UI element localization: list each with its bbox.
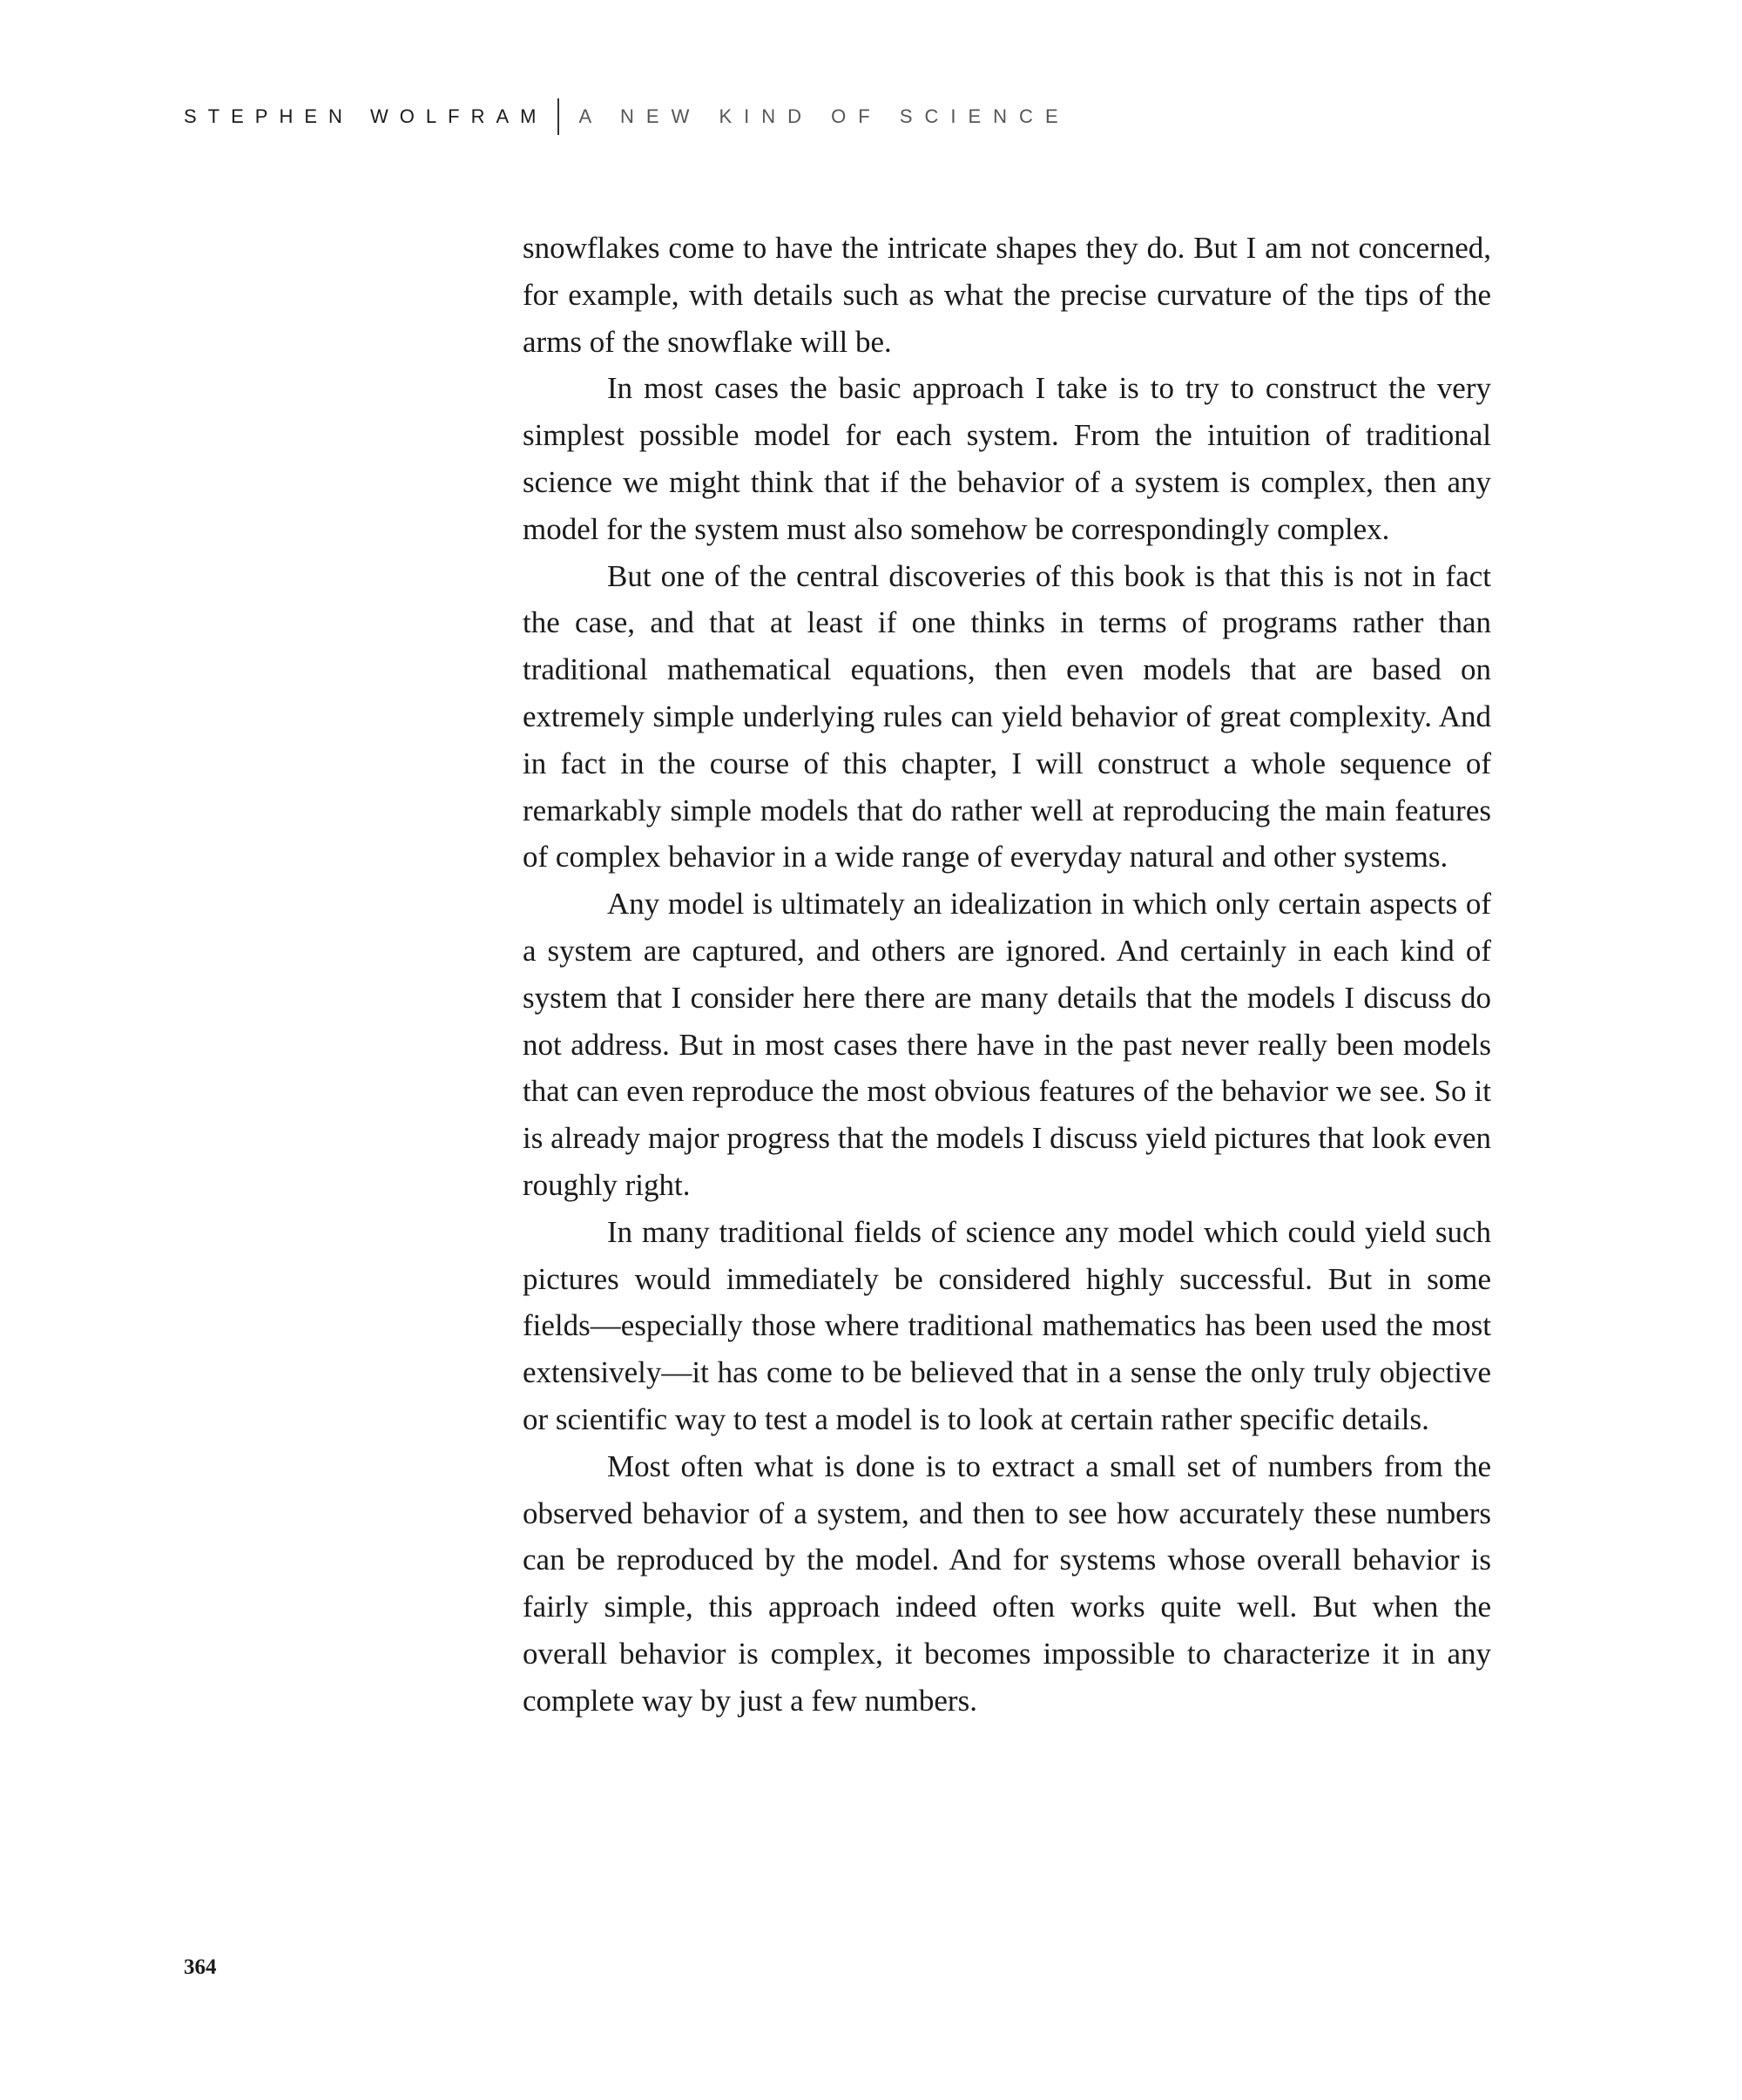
paragraph: snowflakes come to have the intricate shapes they do. But I am not concerned, for example, with details such as what the precise curvature of the tips of the arms of the snowflake will be. — [523, 231, 1491, 359]
header-book-title: A NEW KIND OF SCIENCE — [578, 105, 1070, 127]
paragraph: Most often what is done is to extract a small set of numbers from the observed behavior of a system, and then to see how accurately these numbers can be reproduced by the model. And for systems whose overall behavior is fairly simple, this approach indeed often works quite well. But when the overall behavior is complex, it becomes impossible to characterize it in any complete way by just a few numbers. — [523, 1448, 1491, 1718]
paragraph: In many traditional fields of science any model which could yield such pictures would immediately be considered highly successful. But in some fields—especially those where traditional mathematics has been used the most extensively—it has come to be believed that in a sense the only truly objective or scientific way to test a model is to look at certain rather specific details. — [523, 1214, 1491, 1436]
paragraph: Any model is ultimately an idealization in which only certain aspects of a system are captured, and others are ignored. And certainly in each kind of system that I consider here there are many details that the models I discuss do not address. But in most cases there have in the past never really been models that can even reproduce the most obvious features of the behavior we see. So it is already major progress that the models I discuss yield pictures that look even roughly right. — [523, 887, 1491, 1202]
page-number: 364 — [184, 1955, 217, 1979]
paragraph: In most cases the basic approach I take is to try to construct the very simplest possible model for each system. From the intuition of traditional science we might think that if the behavior of a system is complex, then any model for the system must also somehow be correspondingly complex. — [523, 371, 1491, 546]
body-text — [523, 225, 1491, 1725]
header-divider — [557, 98, 559, 135]
header-author: STEPHEN WOLFRAM — [184, 105, 548, 127]
running-header — [184, 96, 1070, 138]
paragraph: But one of the central discoveries of this book is that this is not in fact the case, and that at least if one thinks in terms of programs rather than traditional mathematical equations, then even models that are based on extremely simple underlying rules can yield behavior of great complexity. And in fact in the course of this chapter, I will construct a whole sequence of remarkably simple models that do rather well at reproducing the main features of complex behavior in a wide range of everyday natural and other systems. — [523, 558, 1491, 874]
